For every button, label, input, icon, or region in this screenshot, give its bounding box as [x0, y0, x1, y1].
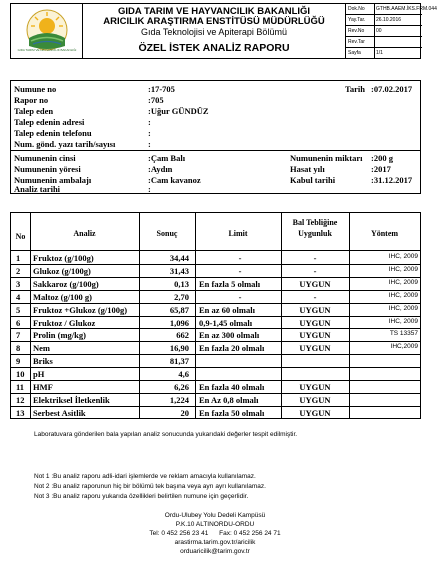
row-yontem: TS 13357	[389, 330, 418, 338]
row-teblig: -	[313, 253, 317, 263]
tarih-label: Tarih	[345, 84, 366, 94]
row-no: 2	[16, 265, 21, 276]
phone-fax: Tel: 0 452 256 23 41 Fax: 0 452 256 24 71	[149, 530, 281, 537]
ministry-name: GIDA TARIM VE HAYVANCILIK BAKANLIĞI	[117, 6, 311, 17]
yore-label: Numunenin yöresi	[14, 164, 81, 174]
rapor-no-label: Rapor no	[14, 95, 49, 105]
row-analiz: Fruktoz +Glukoz (g/100g)	[33, 304, 128, 315]
meta-row: Rev.No 00	[346, 26, 422, 37]
row-analiz: pH	[33, 369, 45, 380]
row-analiz: Briks	[33, 356, 53, 367]
row-analiz: Glukoz (g/100g)	[33, 265, 91, 276]
row-analiz: Fruktoz (g/100g)	[33, 253, 94, 263]
row-analiz: HMF	[33, 382, 53, 392]
numune-no-value: :17-705	[148, 84, 175, 94]
tarih-value: :07.02.2017	[371, 84, 413, 94]
header-teblig: Bal Tebliğine Uygunluk	[292, 218, 338, 238]
row-yontem: IHC, 2009	[388, 304, 418, 312]
note-2: Not 2 :Bu analiz raporunun hiç bir bölümü tek başına veya ayrı ayrı kullanılamaz.	[34, 483, 266, 490]
row-no: 9	[16, 356, 21, 367]
row-teblig: UYGUN	[299, 304, 331, 315]
row-sonuc: 31,43	[169, 265, 189, 276]
ambalaj-value: :Cam kavanoz	[148, 175, 201, 185]
row-sonuc: 662	[176, 330, 189, 341]
miktar-value: :200 g	[371, 153, 393, 163]
row-teblig: UYGUN	[299, 382, 331, 392]
email-link[interactable]: orduaricilik@tarim.gov.tr	[180, 548, 250, 555]
row-sonuc: 1,224	[169, 394, 189, 405]
row-yontem: IHC, 2009	[388, 317, 418, 325]
report-header	[10, 3, 437, 59]
row-yontem: IHC, 2009	[388, 265, 418, 273]
row-sonuc: 81,37	[169, 356, 189, 367]
telefon-label: Talep edenin telefonu	[14, 128, 92, 138]
adres-value: :	[148, 117, 151, 127]
row-no: 3	[16, 278, 21, 289]
numune-no-label: Numune no	[14, 84, 57, 94]
row-limit: En az 300 olmalı	[199, 330, 260, 341]
yazi-label: Num. gönd. yazı tarih/sayısı	[14, 139, 116, 149]
row-sonuc: 34,44	[169, 253, 189, 263]
row-teblig: UYGUN	[299, 407, 331, 418]
row-limit: En Az 0,8 olmalı	[199, 394, 259, 405]
ambalaj-label: Numunenin ambalajı	[14, 175, 92, 185]
row-analiz: Elektriksel İletkenlik	[33, 394, 110, 405]
row-limit: En fazla 40 olmalı	[199, 382, 265, 392]
document-meta	[345, 4, 437, 58]
row-teblig: UYGUN	[299, 343, 331, 354]
row-analiz: Fruktoz / Glukoz	[33, 317, 96, 328]
row-analiz: Sakkaroz (g/100g)	[33, 278, 99, 289]
meta-row: Dok.No GTHB.AAEM.İKS.FRM.044	[346, 4, 422, 15]
row-sonuc: 6,26	[174, 382, 189, 392]
telefon-value: :	[148, 128, 151, 138]
meta-row: Sayfa 1/1	[348, 50, 383, 56]
row-sonuc: 16,90	[169, 343, 189, 354]
row-sonuc: 65,87	[169, 304, 189, 315]
talep-eden-value: :Uğur GÜNDÜZ	[148, 106, 209, 116]
row-no: 5	[16, 304, 21, 315]
cins-label: Numunenin cinsi	[14, 153, 76, 163]
results-table	[10, 212, 421, 419]
talep-eden-label: Talep eden	[14, 106, 54, 116]
analiz-tarihi-label: Analiz tarihi	[14, 184, 61, 194]
row-teblig: UYGUN	[299, 330, 331, 341]
row-limit: En fazla 5 olmalı	[199, 278, 261, 289]
row-no: 8	[16, 343, 21, 354]
row-yontem: IHC,2009	[390, 343, 418, 351]
kabul-value: :31.12.2017	[371, 175, 413, 185]
logo-caption: GIDA TARIM VE HAYVANCILIK BAKANLIĞI	[17, 48, 77, 52]
ministry-logo-icon	[25, 8, 69, 52]
analiz-tarihi-value: :	[148, 184, 151, 194]
adres-label: Talep edenin adresi	[14, 117, 85, 127]
yazi-value: :	[148, 139, 151, 149]
row-no: 7	[16, 330, 21, 341]
header-no: No	[15, 232, 26, 241]
row-limit: -	[238, 265, 242, 276]
row-sonuc: 1,096	[169, 317, 189, 328]
row-teblig: UYGUN	[299, 317, 331, 328]
hasat-value: :2017	[371, 164, 391, 174]
header-analiz: Analiz	[73, 229, 96, 238]
row-no: 6	[16, 317, 21, 328]
kabul-label: Kabul tarihi	[290, 175, 336, 185]
row-analiz: Nem	[33, 343, 50, 354]
sample-info-box	[10, 80, 421, 194]
info-divider	[11, 150, 420, 151]
row-no: 13	[16, 407, 25, 418]
title-block	[83, 4, 345, 58]
row-analiz: Prolin (mg/kg)	[33, 330, 86, 341]
note-3: Not 3 :Bu analiz raporu yukarıda özellikleri belirtilen numune için geçerlidir.	[34, 493, 249, 500]
header-limit: Limit	[228, 229, 248, 238]
row-teblig: -	[313, 291, 317, 302]
row-limit: En fazla 50 olmalı	[199, 407, 265, 418]
row-limit: En fazla 20 olmalı	[199, 343, 265, 354]
hasat-label: Hasat yılı	[290, 164, 325, 174]
row-no: 11	[16, 382, 25, 392]
row-limit: En az 60 olmalı	[199, 304, 255, 315]
meta-row: Yay.Tar. 26.10.2016	[346, 15, 422, 26]
row-limit: -	[238, 291, 242, 302]
rapor-no-value: :705	[148, 95, 164, 105]
row-sonuc: 2,70	[174, 291, 189, 302]
row-no: 1	[16, 253, 21, 263]
row-yontem: IHC, 2009	[388, 278, 418, 286]
website-link[interactable]: arastirma.tarim.gov.tr/aricilik	[174, 539, 256, 546]
row-analiz: Serbest Asitlik	[33, 407, 86, 418]
row-limit: 0,9-1,45 olmalı	[199, 317, 253, 328]
row-analiz: Maltoz (g/100 g)	[33, 291, 93, 302]
header-yontem: Yöntem	[370, 229, 399, 238]
row-no: 12	[16, 394, 25, 405]
header-sonuc: Sonuç	[156, 229, 178, 238]
row-no: 4	[16, 291, 21, 302]
row-yontem: IHC, 2009	[388, 291, 418, 299]
row-yontem: IHC, 2009	[388, 253, 418, 260]
row-sonuc: 0,13	[174, 278, 189, 289]
row-teblig: UYGUN	[299, 278, 331, 289]
note-1: Not 1 :Bu analiz raporu adli-idari işlemlerde ve reklam amacıyla kullanılamaz.	[34, 473, 256, 480]
row-sonuc: 4,6	[178, 369, 189, 380]
address-line-2: P.K.10 ALTINORDU-ORDU	[175, 521, 255, 528]
miktar-label: Numunenin miktarı	[290, 153, 363, 163]
report-title: ÖZEL İSTEK ANALİZ RAPORU	[138, 42, 290, 54]
institute-name: ARICILIK ARAŞTIRMA ENSTİTÜSÜ MÜDÜRLÜĞÜ	[103, 16, 325, 27]
yore-value: :Aydın	[148, 164, 173, 174]
row-limit: -	[238, 253, 242, 263]
row-sonuc: 20	[180, 407, 189, 418]
address-line-1: Ordu-Ulubey Yolu Dedeli Kampüsü	[164, 512, 266, 519]
row-no: 10	[16, 369, 25, 380]
cins-value: :Çam Balı	[148, 153, 186, 163]
department-name: Gıda Teknolojisi ve Apiterapi Bölümü	[141, 27, 287, 37]
row-teblig: UYGUN	[299, 394, 331, 405]
meta-row: Rev.Tar	[346, 37, 422, 48]
logo-cell	[11, 4, 83, 58]
statement-text: Laboratuvara gönderilen bala yapılan analiz sonucunda yukarıdaki değerler tespit edilmiştir.	[34, 431, 298, 438]
row-teblig: -	[313, 265, 317, 276]
